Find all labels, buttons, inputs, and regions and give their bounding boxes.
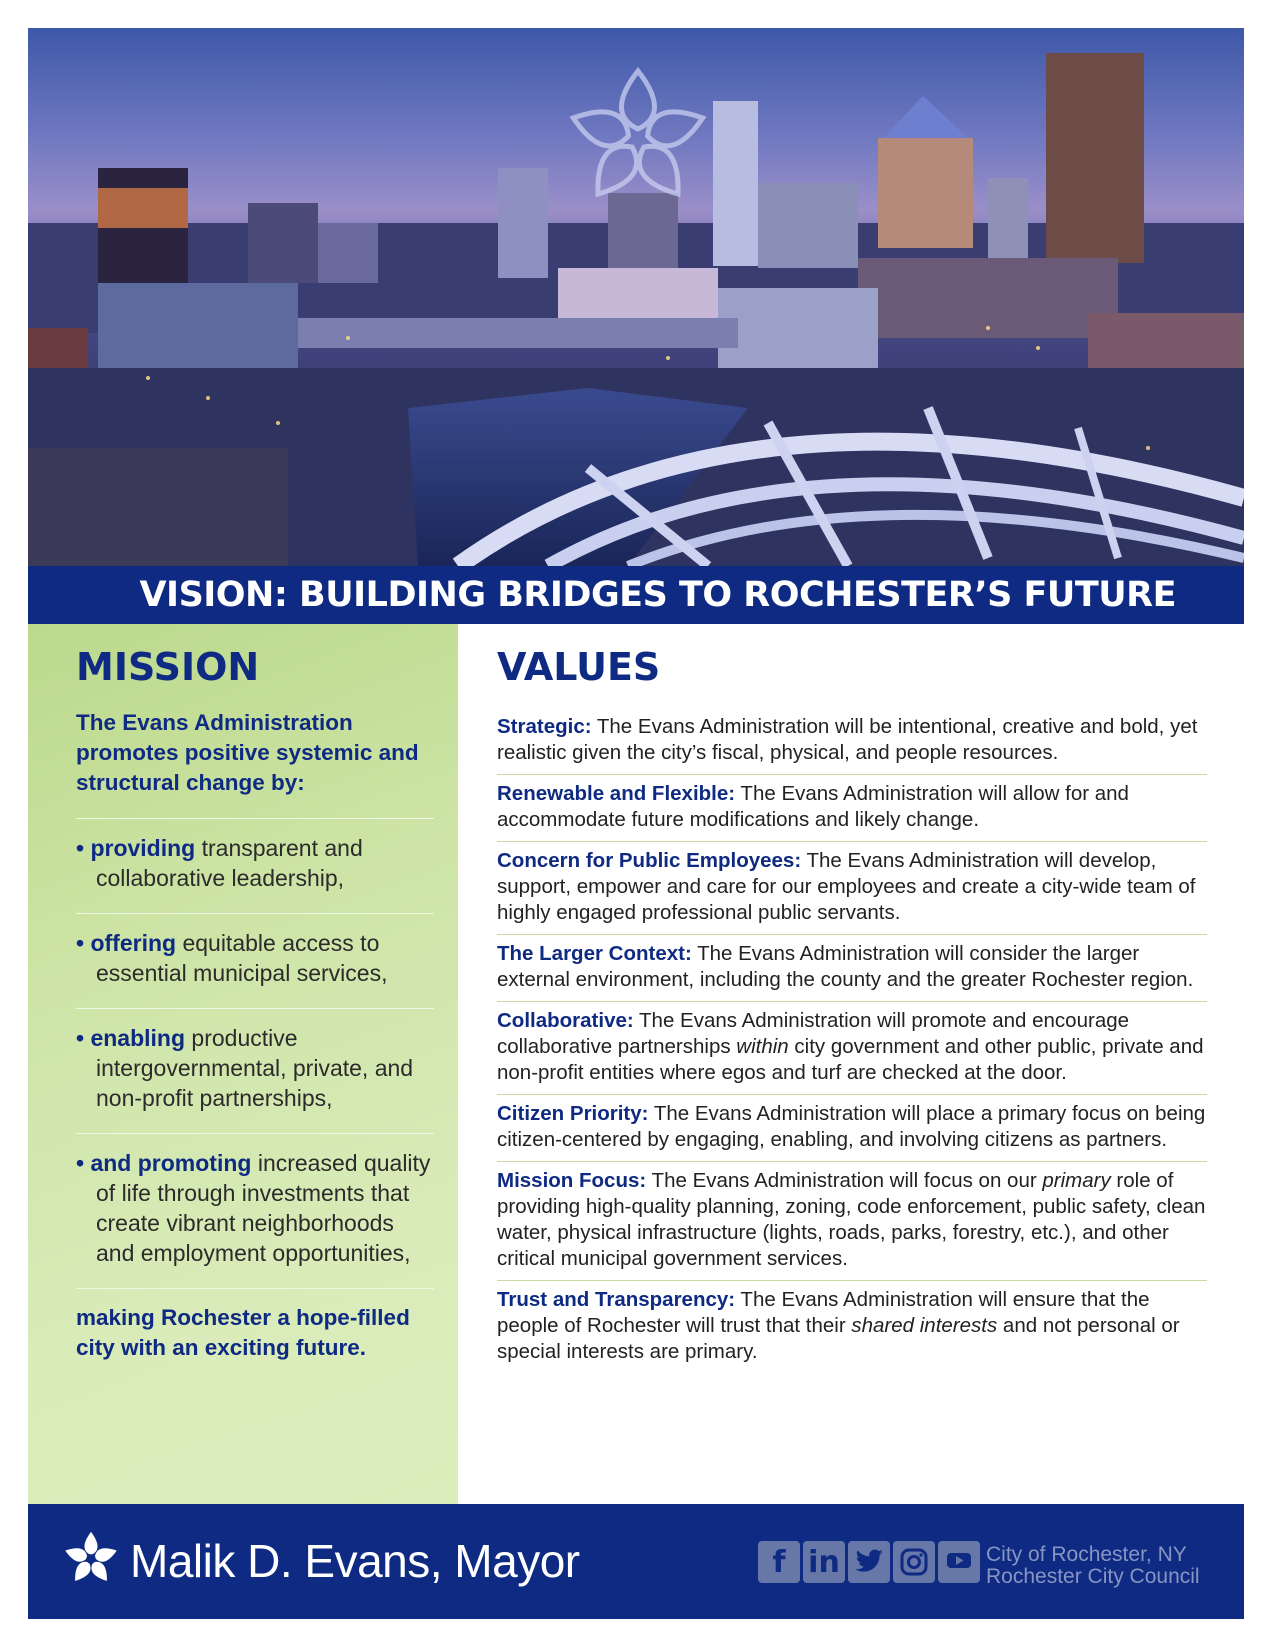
value-emphasis: within bbox=[736, 1035, 789, 1058]
value-title: Renewable and Flexible: bbox=[497, 782, 736, 805]
value-title: Collaborative: bbox=[497, 1009, 634, 1032]
value-item bbox=[497, 1002, 1207, 1095]
bullet: • bbox=[76, 835, 85, 861]
mission-item bbox=[76, 1009, 434, 1134]
mission-item-keyword: offering bbox=[90, 930, 177, 956]
bullet: • bbox=[76, 1150, 85, 1176]
twitter-icon[interactable] bbox=[848, 1541, 890, 1583]
facebook-icon[interactable]: f bbox=[758, 1541, 800, 1583]
mission-item bbox=[76, 914, 434, 1009]
mission-intro: The Evans Administration promotes positive systemic and structural change by: bbox=[76, 708, 434, 819]
mission-item-text: increased quality of life through investments that create vibrant neighborhoods and employment opportunities, bbox=[96, 1150, 431, 1266]
value-item bbox=[497, 935, 1207, 1002]
value-title: The Larger Context: bbox=[497, 942, 692, 965]
mission-item-text: equitable access to essential municipal services, bbox=[96, 930, 388, 986]
values-list bbox=[497, 708, 1207, 1373]
value-item bbox=[497, 1095, 1207, 1162]
values-section bbox=[497, 624, 1207, 1504]
mission-item-keyword: providing bbox=[90, 835, 196, 861]
bullet: • bbox=[76, 930, 85, 956]
value-item bbox=[497, 708, 1207, 775]
rochester-lilac-logo-icon bbox=[62, 1530, 120, 1588]
value-text: The Evans Administration will develop, support, empower and care for our employees and create a city-wide team of highly engaged professional public servants. bbox=[497, 849, 1196, 924]
value-title: Citizen Priority: bbox=[497, 1102, 649, 1125]
value-text: The Evans Administration will be intentional, creative and bold, yet realistic given the city’s fiscal, physical, and people resources. bbox=[497, 715, 1198, 764]
mayor-name: Malik D. Evans, Mayor bbox=[130, 1535, 580, 1587]
mission-item-text: transparent and collaborative leadership, bbox=[96, 835, 363, 891]
value-item bbox=[497, 1281, 1207, 1373]
value-text: The Evans Administration will promote and encourage collaborative partnerships bbox=[497, 1009, 1130, 1058]
value-text: The Evans Administration will allow for and accommodate future modifications and likely change. bbox=[497, 782, 1129, 831]
instagram-icon[interactable] bbox=[893, 1541, 935, 1583]
footer bbox=[28, 1504, 1244, 1619]
vision-band bbox=[28, 566, 1244, 624]
footer-orgs bbox=[986, 1544, 1200, 1588]
mission-item-keyword: enabling bbox=[90, 1025, 186, 1051]
linkedin-icon[interactable]: in bbox=[803, 1541, 845, 1583]
value-text: role of providing high-quality planning, zoning, code enforcement, public safety, clean water, physical infrastructure (lights, roads, parks, forestry, etc.), and other critical municipal government services. bbox=[497, 1169, 1206, 1270]
youtube-icon[interactable] bbox=[938, 1541, 980, 1583]
mission-item bbox=[76, 819, 434, 914]
value-item bbox=[497, 842, 1207, 935]
vision-title: VISION: BUILDING BRIDGES TO ROCHESTER’S FUTURE bbox=[139, 575, 1176, 615]
mission-section bbox=[28, 624, 458, 1504]
values-heading: VALUES bbox=[497, 645, 661, 689]
org-city: City of Rochester, NY bbox=[986, 1543, 1187, 1566]
mission-closing: making Rochester a hope-filled city with an exciting future. bbox=[76, 1305, 410, 1360]
value-text: The Evans Administration will focus on our bbox=[646, 1169, 1043, 1192]
value-item bbox=[497, 775, 1207, 842]
mission-item bbox=[76, 1134, 434, 1289]
value-text: and not personal or special interests are primary. bbox=[497, 1314, 1180, 1363]
social-links bbox=[758, 1541, 980, 1583]
hero-photo bbox=[28, 28, 1244, 566]
value-title: Mission Focus: bbox=[497, 1169, 647, 1192]
org-council: Rochester City Council bbox=[986, 1565, 1200, 1588]
value-emphasis: shared interests bbox=[851, 1314, 998, 1337]
mission-heading: MISSION bbox=[76, 645, 260, 689]
value-text: The Evans Administration will ensure that the people of Rochester will trust that their bbox=[497, 1288, 1150, 1337]
value-text: city government and other public, private and non-profit entities where egos and turf are checked at the door. bbox=[497, 1035, 1204, 1084]
value-item bbox=[497, 1162, 1207, 1281]
value-title: Concern for Public Employees: bbox=[497, 849, 802, 872]
value-emphasis: primary bbox=[1042, 1169, 1111, 1192]
mission-item-text: productive intergovernmental, private, and non-profit partnerships, bbox=[96, 1025, 414, 1111]
rochester-lilac-logo bbox=[563, 64, 713, 214]
value-title: Trust and Transparency: bbox=[497, 1288, 736, 1311]
value-title: Strategic: bbox=[497, 715, 592, 738]
mission-list bbox=[76, 819, 434, 1289]
value-text: The Evans Administration will place a primary focus on being citizen-centered by engaging, enabling, and involving citizens as partners. bbox=[497, 1102, 1206, 1151]
mission-item-keyword: and promoting bbox=[90, 1150, 252, 1176]
value-text: The Evans Administration will consider the larger external environment, including the county and the greater Rochester region. bbox=[497, 942, 1194, 991]
bullet: • bbox=[76, 1025, 85, 1051]
